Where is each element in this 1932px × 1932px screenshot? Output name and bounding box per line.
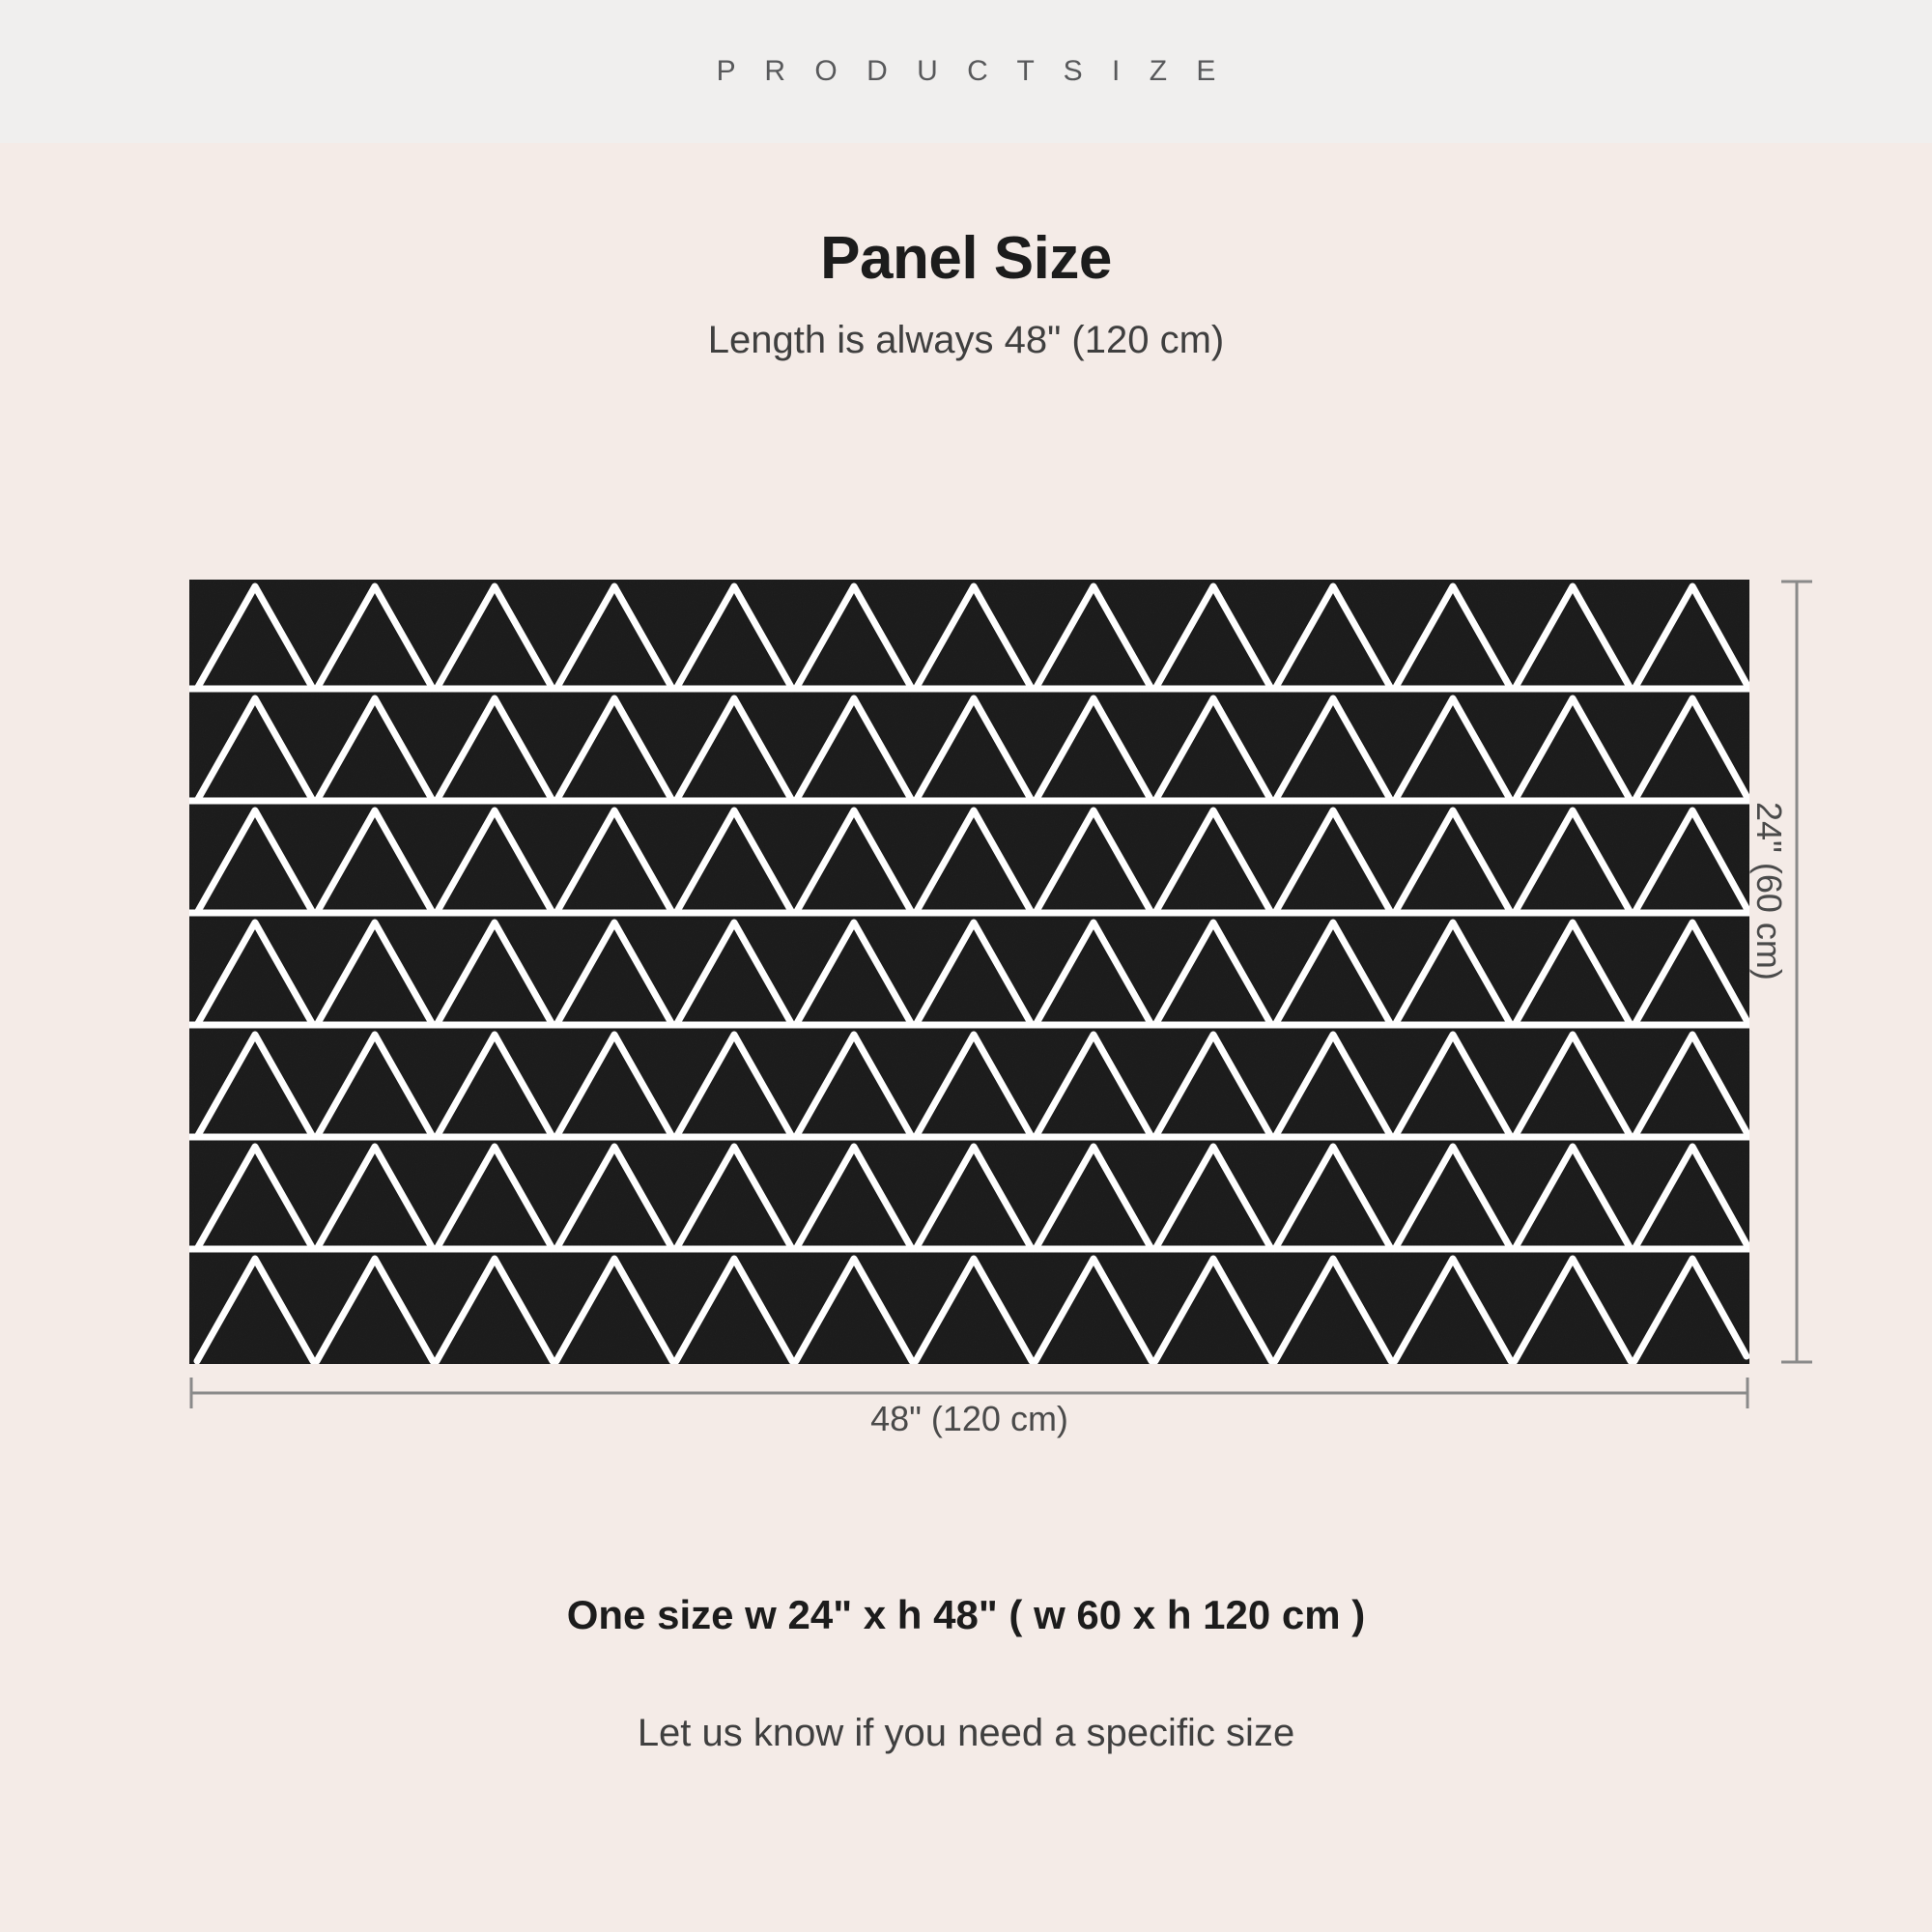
height-dimension-label: 24" (60 cm) [1749, 802, 1789, 980]
size-summary: One size w 24" x h 48" ( w 60 x h 120 cm ) [566, 1592, 1366, 1637]
page-title: Panel Size [820, 225, 1112, 292]
topbar [0, 0, 1932, 143]
topbar-label: P R O D U C T S I Z E [716, 55, 1227, 87]
custom-size-note: Let us know if you need a specific size [637, 1712, 1295, 1754]
triangle-pattern-svg [189, 580, 1749, 1364]
width-dimension-label: 48" (120 cm) [870, 1399, 1068, 1438]
triangle-pattern-panel [189, 580, 1749, 1364]
page-subtitle: Length is always 48" (120 cm) [707, 319, 1225, 361]
